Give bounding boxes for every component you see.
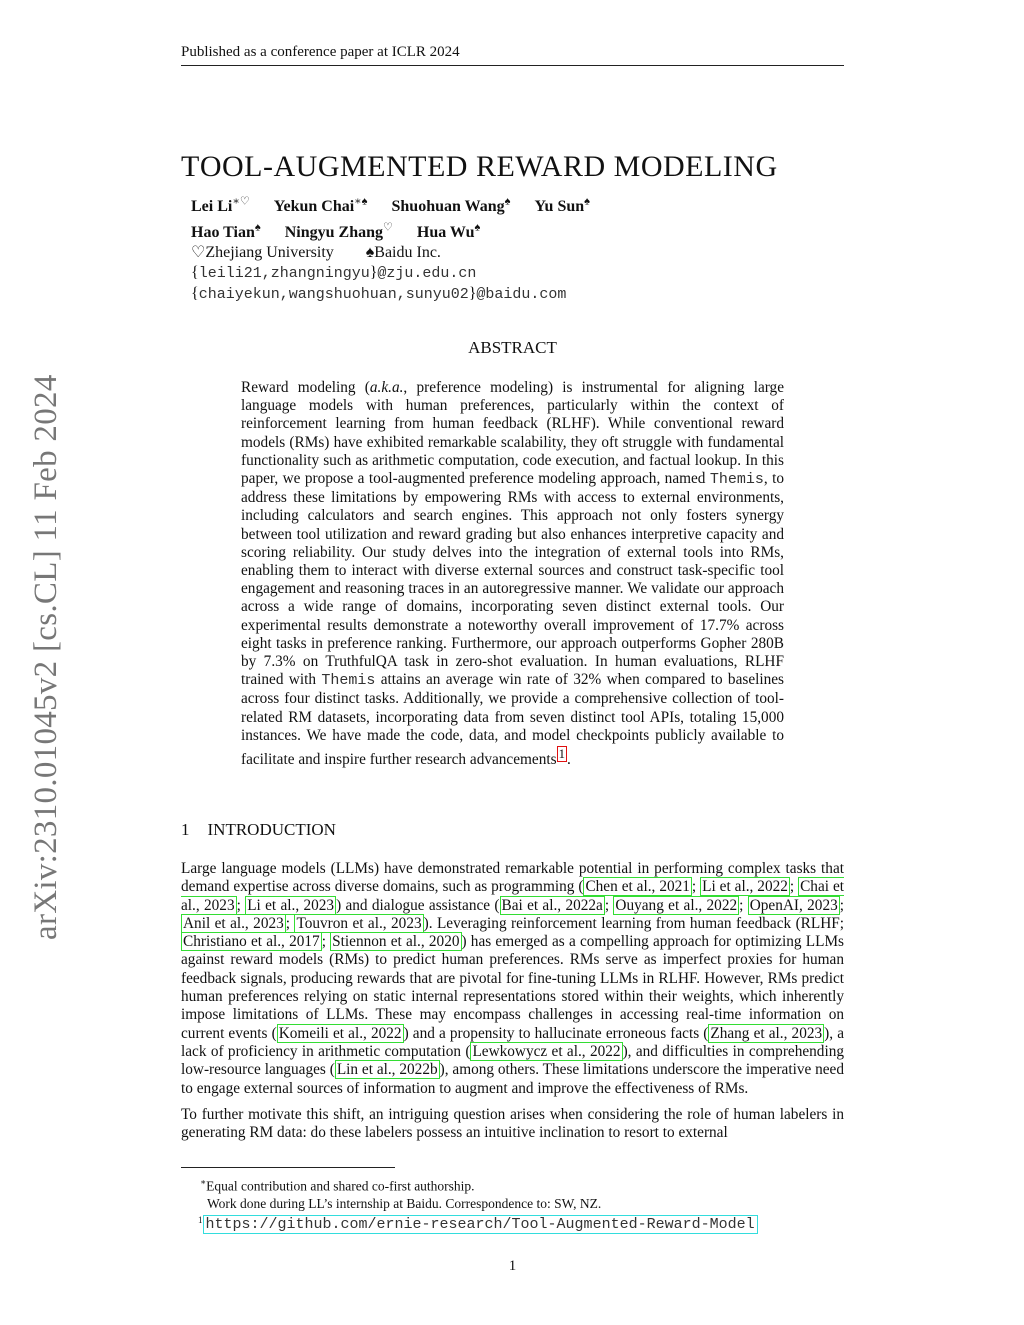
author-name: [284, 221, 393, 241]
abstract-heading: [181, 338, 844, 358]
author-name: [191, 198, 250, 215]
text-run: Large language models (LLMs) have demonstrated remarkable potential in performing complex tasks that demand expertise across diverse domains, such as programming (: [181, 860, 844, 896]
author-mark: ∗♠: [354, 196, 368, 208]
author-mark: ♡: [383, 221, 393, 234]
text-run: ;: [236, 896, 246, 914]
footnote-link[interactable]: 1: [558, 747, 565, 762]
footnote-url: [198, 1212, 758, 1234]
affiliation-baidu: ♠Baidu Inc.: [365, 243, 441, 261]
affiliations: [191, 243, 610, 263]
author-name: [416, 221, 481, 241]
abstract-run: , to address these limitations by empowering RMs with access to external environments, including calculators and search engines. This approach not only fosters synergy between tool utilization and reward grading but also enhances interpretive capacity and scoring reliability. Our study delves into the integration of external tools into RMs, enabling them to interact with diverse external sources and construct task-specific tool engagement and reasoning traces in an autoregressive manner. We validate our approach across a wide range of domains, incorporating seven distinct external tools. Our experimental results demonstrate a noteworthy overall improvement of 17.7% across eight tasks in preference ranking. Furthermore, our approach outperforms Gopher 280B by 7.3% on TruthfulQA task in zero-shot evaluation. In human evaluations, RLHF trained with: [241, 470, 785, 689]
abstract-run: Reward modeling (: [241, 379, 370, 396]
email-names: chaiyekun,wangshuohuan,sunyu02: [198, 285, 469, 303]
text-run: ;: [691, 878, 701, 896]
title-word: UGMENTED: [295, 150, 468, 184]
citation-link[interactable]: Bai et al., 2022a: [501, 896, 603, 914]
running-header: [181, 44, 844, 66]
arxiv-stamp[interactable]: arXiv:2310.01045v2 [cs.CL] 11 Feb 2024: [28, 374, 64, 940]
heading-letter: I: [207, 820, 214, 839]
text-run: ), and difficulties in comprehending low-resource languages (: [181, 1042, 844, 1079]
affiliation-zju: ♡Zhejiang University: [191, 243, 334, 261]
paragraph: [181, 860, 844, 1098]
header-text: Published as a conference paper at ICLR 2024: [181, 44, 460, 60]
author-name: [274, 198, 368, 215]
text-run: ) and dialogue assistance (: [336, 896, 500, 914]
author-name: [392, 198, 511, 215]
text-run: ;: [321, 933, 331, 951]
author-name: [191, 221, 261, 241]
author-mark: ♠: [504, 196, 511, 208]
author-text: Shuohuan Wang: [391, 198, 505, 216]
citation-link[interactable]: Lin et al., 2022b: [336, 1061, 438, 1079]
heading-word: BSTRACT: [480, 338, 557, 357]
author-row: [191, 217, 610, 242]
text-run: ) and a propensity to hallucinate erroneous facts (: [403, 1024, 709, 1042]
author-mark: ♠: [584, 196, 590, 208]
email-brace: {: [191, 284, 199, 302]
email-brace: {: [191, 263, 199, 281]
footnote-text: Equal contribution and shared co-first authorship.: [206, 1178, 475, 1194]
author-text: Hua Wu: [416, 223, 475, 241]
title-word: ODELING: [640, 150, 778, 184]
method-name: Themis: [709, 471, 764, 489]
email-brace: }: [468, 284, 477, 302]
footnote-divider: [181, 1167, 395, 1168]
title-word: EWARD: [496, 150, 606, 184]
author-name: [534, 198, 590, 215]
introduction-text: [181, 860, 844, 1150]
footnote-mark: 1: [198, 1214, 203, 1225]
text-run: ), a lack of proficiency in arithmetic computation (: [181, 1024, 844, 1060]
text-run: ;: [789, 878, 799, 896]
citation-link[interactable]: Chai et al., 2023: [181, 878, 844, 914]
author-text: Lei Li: [191, 198, 233, 216]
text-run: ;: [839, 896, 844, 914]
citation-link[interactable]: Touvron et al., 2023: [296, 914, 422, 932]
abstract-run: .: [566, 751, 571, 769]
text-run: ), among others. These limitations underscore the imperative need to engage external sources of information to augment and improve the effectiveness of RMs.: [181, 1061, 844, 1097]
title-letter: M: [613, 150, 641, 184]
email-domain: @zju.edu.cn: [377, 264, 477, 282]
method-name: Themis: [321, 672, 376, 690]
abstract-aka: a.k.a.: [369, 379, 404, 396]
citation-link[interactable]: Chen et al., 2021: [585, 878, 690, 896]
citation-link[interactable]: Li et al., 2023: [247, 896, 335, 914]
text-run: ;: [285, 914, 295, 932]
title-letter: A: [273, 150, 296, 184]
citation-link[interactable]: Lewkowycz et al., 2022: [472, 1042, 621, 1060]
email-row-zju: [191, 263, 610, 284]
footnote-mark: ∗: [200, 1177, 207, 1187]
footnote-equal-contribution: [200, 1174, 758, 1195]
repository-link[interactable]: https://github.com/ernie-research/Tool-Augmented-Reward-Model: [203, 1215, 758, 1234]
footnotes: [200, 1174, 758, 1233]
citation-link[interactable]: Stiennon et al., 2020: [332, 933, 460, 951]
citation-link[interactable]: Christiano et al., 2017: [183, 933, 320, 951]
author-text: Hao Tian: [191, 223, 255, 241]
citation-link[interactable]: Ouyang et al., 2022: [615, 896, 738, 914]
heading-letter: A: [468, 338, 481, 357]
author-mark: ∗♡: [232, 196, 250, 208]
section-heading-introduction: [181, 820, 336, 840]
text-run: ) has emerged as a compelling approach for optimizing LLMs against reward models (RMs) to predict human preferences. RMs serve as imperfect proxies for human feedback signals, producing rewards that are pivotal for fine-tuning LLMs in RLHF. However, RMs predict human preferences relying on static internal representations stored within their weights, which inherently impose limitations of LLMs. These may encompass challenges in accessing real-time information on current events (: [181, 933, 845, 1042]
email-domain: @baidu.com: [476, 285, 567, 303]
paragraph: To further motivate this shift, an intriguing question arises when considering the role of human labelers in generating RM data: do these labelers possess an intuitive inclination to resort to external: [181, 1105, 844, 1142]
title-word: OOL: [199, 150, 263, 184]
citation-link[interactable]: OpenAI, 2023: [749, 896, 838, 914]
text-run: ;: [739, 896, 748, 914]
section-number: 1: [181, 820, 190, 839]
abstract-run: attains an average win rate of 32% when compared to baselines across four distinct tasks. Additionally, we provide a comprehensive collection of tool-related RM datasets, incorporating data from seven distinct tool APIs, totaling 15,000 instances. We have made the code, data, and model checkpoints publicly available to facilitate and inspire further research advancements: [241, 671, 784, 769]
author-text: Yu Sun: [534, 198, 585, 216]
author-text: Yekun Chai: [273, 198, 355, 216]
text-run: ;: [604, 896, 614, 914]
text-run: ). Leveraging reinforcement learning from human feedback (RLHF;: [423, 914, 845, 932]
heading-word: NTRODUCTION: [213, 820, 336, 839]
author-block: [191, 192, 610, 305]
page-number: 1: [508, 1258, 517, 1274]
abstract-text: [241, 379, 784, 769]
title-letter: T: [181, 150, 200, 184]
citation-link[interactable]: Li et al., 2022: [702, 878, 788, 896]
abstract-run: , preference modeling) is instrumental for aligning large language models with human preferences, particularly within the context of reinforcement learning from human feedback (RLHF). While conventional reward models (RMs) have exhibited remarkable scalability, they oft struggle with fundamental functionality such as arithmetic computation, code execution, and factual lookup. In this paper, we propose a tool-augmented preference modeling approach, named: [241, 379, 784, 488]
title-letter: R: [475, 150, 497, 184]
email-brace: }: [369, 263, 378, 281]
author-mark: ♠: [254, 221, 261, 234]
paper-title: [181, 150, 778, 184]
citation-link[interactable]: Komeili et al., 2022: [278, 1024, 402, 1042]
email-row-baidu: [191, 284, 610, 305]
author-mark: ♠: [474, 221, 481, 234]
citation-link[interactable]: Anil et al., 2023: [183, 914, 284, 932]
author-text: Ningyu Zhang: [284, 223, 383, 241]
citation-link[interactable]: Zhang et al., 2023: [710, 1024, 823, 1042]
author-row: [191, 192, 610, 217]
footnote-internship: Work done during LL’s internship at Baidu. Correspondence to: SW, NZ.: [207, 1195, 602, 1211]
email-names: leili21,zhangningyu: [198, 264, 370, 282]
title-dash: -: [262, 150, 274, 184]
